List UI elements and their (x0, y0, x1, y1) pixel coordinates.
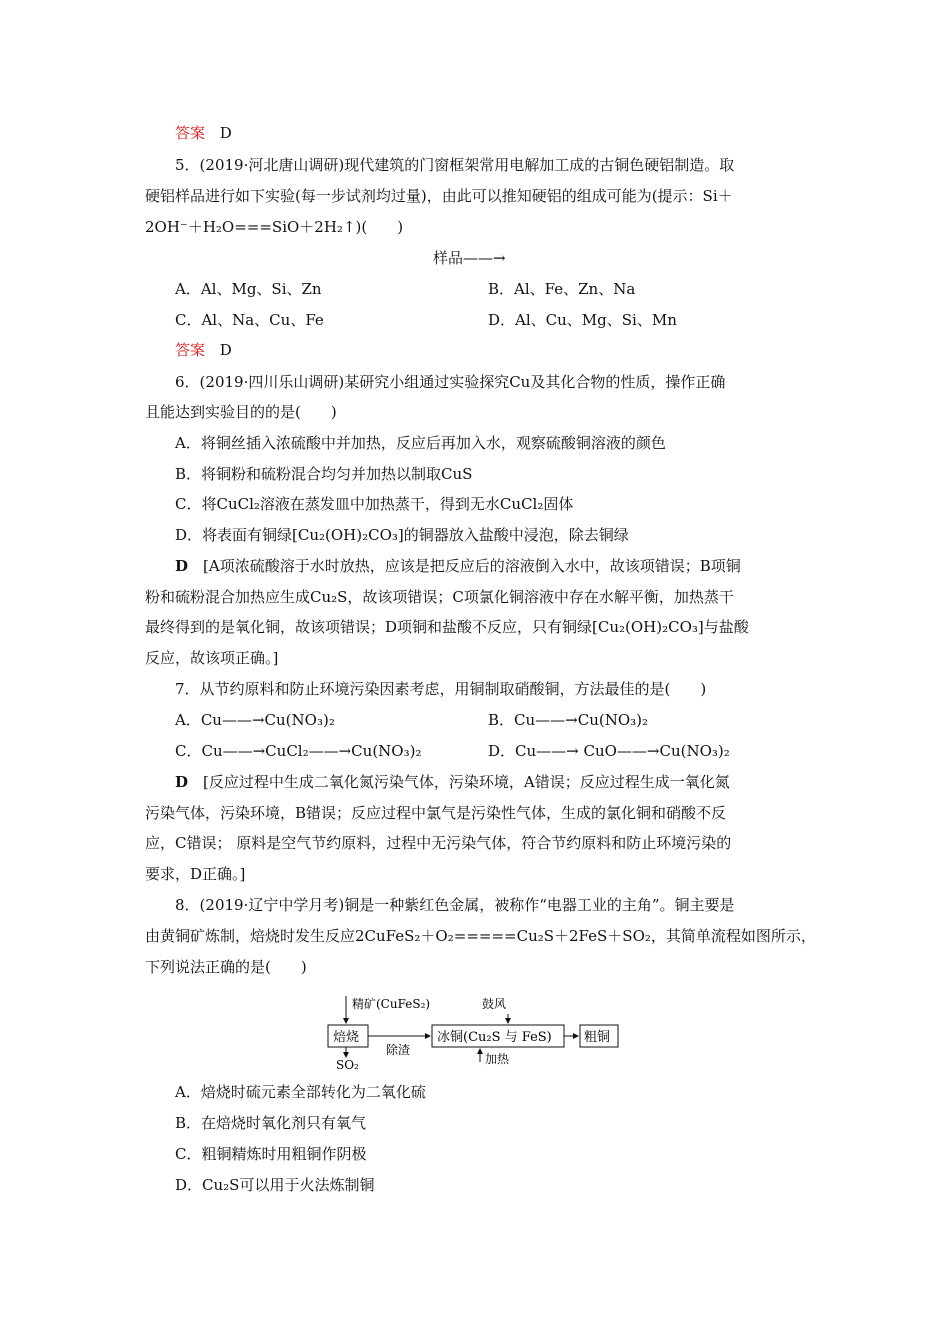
q4-answer (175, 123, 232, 143)
explanation-answer: D (175, 557, 189, 575)
q8-option-a: A．焙烧时硫元素全部转化为二氧化硫 (175, 1083, 426, 1101)
diagram-matte-label: 冰铜(Cu₂S 与 FeS) (437, 1030, 552, 1045)
q8-line2: 由黄铜矿炼制，焙烧时发生反应2CuFeS₂＋O₂=====Cu₂S＋2FeS＋SO₂，其简单流程如图所示， (145, 927, 816, 945)
q7-explanation-line1 (175, 772, 730, 792)
q5-option-d: D．Al、Cu、Mg、Si、Mn (488, 311, 677, 329)
q7-option-c: C．Cu——→CuCl₂——→Cu(NO₃)₂ (175, 742, 422, 760)
q8-line3: 下列说法正确的是( ) (145, 958, 307, 976)
q6-line2: 且能达到实验目的的是( ) (145, 403, 337, 421)
explanation-text: [A项浓硫酸溶于水时放热，应该是把反应后的溶液倒入水中，故该项错误；B项铜 (188, 557, 741, 575)
q6-option-d: D．将表面有铜绿[Cu₂(OH)₂CO₃]的铜器放入盐酸中浸泡，除去铜绿 (175, 526, 629, 544)
answer-value: D (219, 124, 232, 142)
q5-answer (175, 340, 232, 360)
answer-value: D (219, 341, 232, 359)
q5-line2: 硬铝样品进行如下实验(每一步试剂均过量)，由此可以推知硬铝的组成可能为(提示：Si＋ (145, 187, 733, 205)
q8-line1: 8．(2019·辽宁中学月考)铜是一种紫红色金属，被称作“电器工业的主角”。铜主要是 (175, 896, 735, 914)
q6-explanation-line4: 反应，故该项正确。] (145, 649, 279, 667)
explanation-answer: D (175, 773, 189, 791)
q6-line1: 6．(2019·四川乐山调研)某研究小组通过实验探究Cu及其化合物的性质，操作正确 (175, 373, 726, 391)
q7-option-a: A．Cu——→Cu(NO₃)₂ (175, 711, 335, 729)
diagram-roast-label: 焙烧 (333, 1030, 360, 1045)
q6-explanation-line2: 粉和硫粉混合加热应生成Cu₂S，故该项错误；C项氯化铜溶液中存在水解平衡，加热蒸干 (145, 588, 734, 606)
diagram-so2-label: SO₂ (336, 1058, 359, 1070)
q5-flow: 样品——→ (433, 249, 506, 267)
diagram-slag-label: 除渣 (386, 1043, 411, 1057)
q8-option-d: D．Cu₂S可以用于火法炼制铜 (175, 1176, 375, 1194)
q5-line3: 2OH⁻＋H₂O===SiO＋2H₂↑)( ) (145, 218, 404, 236)
q8-flow-diagram (320, 990, 630, 1070)
explanation-text: [反应过程中生成二氧化氮污染气体，污染环境，A错误；反应过程生成一氧化氮 (188, 773, 730, 791)
q5-option-b: B．Al、Fe、Zn、Na (488, 280, 636, 298)
q7-line1: 7．从节约原料和防止环境污染因素考虑，用铜制取硝酸铜，方法最佳的是( ) (175, 680, 707, 698)
q6-explanation-line1 (175, 556, 741, 576)
diagram-ore-label: 精矿(CuFeS₂) (352, 997, 431, 1011)
answer-label: 答案 (175, 341, 206, 359)
answer-label: 答案 (175, 124, 206, 142)
q6-option-c: C．将CuCl₂溶液在蒸发皿中加热蒸干，得到无水CuCl₂固体 (175, 495, 574, 513)
q7-option-d: D．Cu——→ CuO——→Cu(NO₃)₂ (488, 742, 730, 760)
q5-option-c: C．Al、Na、Cu、Fe (175, 311, 324, 329)
q6-option-a: A．将铜丝插入浓硫酸中并加热，反应后再加入水，观察硫酸铜溶液的颜色 (175, 434, 666, 452)
q6-explanation-line3: 最终得到的是氧化铜，故该项错误；D项铜和盐酸不反应，只有铜绿[Cu₂(OH)₂CO₃]与盐酸 (145, 618, 749, 636)
diagram-blow-label: 鼓风 (482, 997, 507, 1011)
q7-explanation-line3: 应，C错误； 原料是空气节约原料，过程中无污染气体，符合节约原料和防止环境污染的 (145, 834, 732, 852)
q8-option-b: B．在焙烧时氧化剂只有氧气 (175, 1114, 367, 1132)
q7-explanation-line4: 要求，D正确。] (145, 865, 246, 883)
q7-explanation-line2: 污染气体，污染环境，B错误；反应过程中氯气是污染性气体，生成的氯化铜和硝酸不反 (145, 804, 727, 822)
q8-option-c: C．粗铜精炼时用粗铜作阴极 (175, 1145, 367, 1163)
diagram-crude-label: 粗铜 (584, 1030, 611, 1045)
q7-option-b: B．Cu——→Cu(NO₃)₂ (488, 711, 649, 729)
diagram-heat-label: 加热 (485, 1052, 510, 1066)
q5-option-a: A．Al、Mg、Si、Zn (175, 280, 322, 298)
q6-option-b: B．将铜粉和硫粉混合均匀并加热以制取CuS (175, 465, 473, 483)
q5-line1: 5．(2019·河北唐山调研)现代建筑的门窗框架常用电解加工成的古铜色硬铝制造。取 (175, 156, 735, 174)
